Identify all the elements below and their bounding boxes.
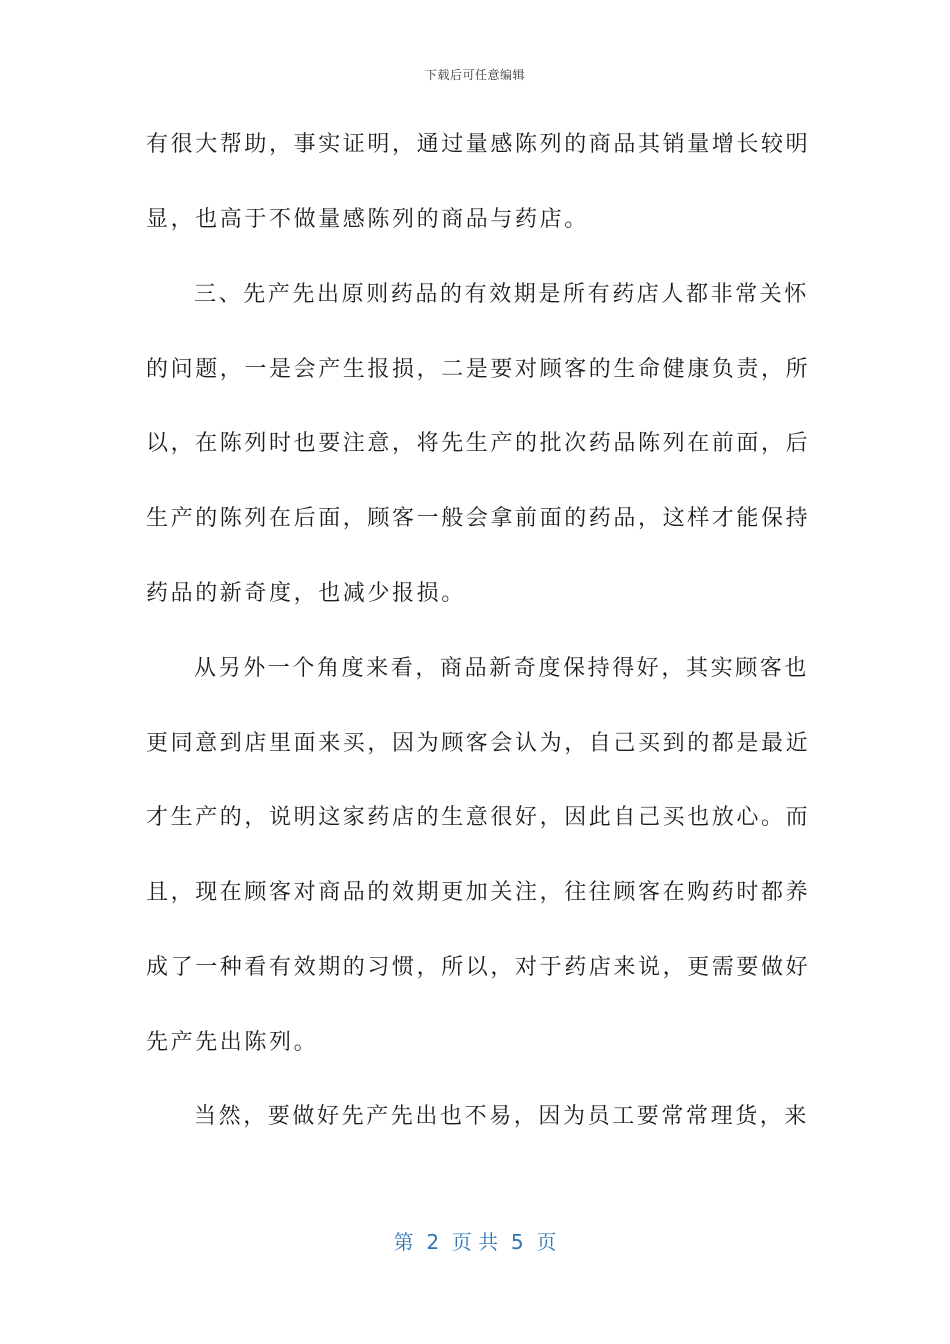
body-line: 生产的陈列在后面，顾客一般会拿前面的药品，这样才能保持 (146, 506, 811, 531)
body-line: 先产先出陈列。 (146, 1030, 319, 1055)
body-line: 成了一种看有效期的习惯，所以，对于药店来说，更需要做好 (146, 955, 811, 980)
paragraph-start-line: 当然，要做好先产先出也不易，因为员工要常常理货，来 (194, 1104, 810, 1129)
body-line: 才生产的，说明这家药店的生意很好，因此自己买也放心。而 (146, 805, 811, 830)
body-line: 且，现在顾客对商品的效期更加关注，往往顾客在购药时都养 (146, 880, 811, 905)
body-line: 有很大帮助，事实证明，通过量感陈列的商品其销量增长较明 (146, 132, 811, 157)
page-header: 下载后可任意编辑 (424, 68, 525, 82)
body-line: 以，在陈列时也要注意，将先生产的批次药品陈列在前面，后 (146, 431, 811, 456)
body-line: 药品的新奇度，也减少报损。 (146, 581, 466, 606)
body-line: 更同意到店里面来买，因为顾客会认为，自己买到的都是最近 (146, 731, 811, 756)
body-line: 显，也高于不做量感陈列的商品与药店。 (146, 207, 589, 232)
page-number-footer: 第 2 页 共 5 页 (393, 1230, 557, 1254)
paragraph-start-line: 三、先产先出原则药品的有效期是所有药店人都非常关怀 (194, 282, 810, 307)
body-line: 的问题，一是会产生报损，二是要对顾客的生命健康负责，所 (146, 357, 811, 382)
paragraph-start-line: 从另外一个角度来看，商品新奇度保持得好，其实顾客也 (194, 656, 810, 681)
